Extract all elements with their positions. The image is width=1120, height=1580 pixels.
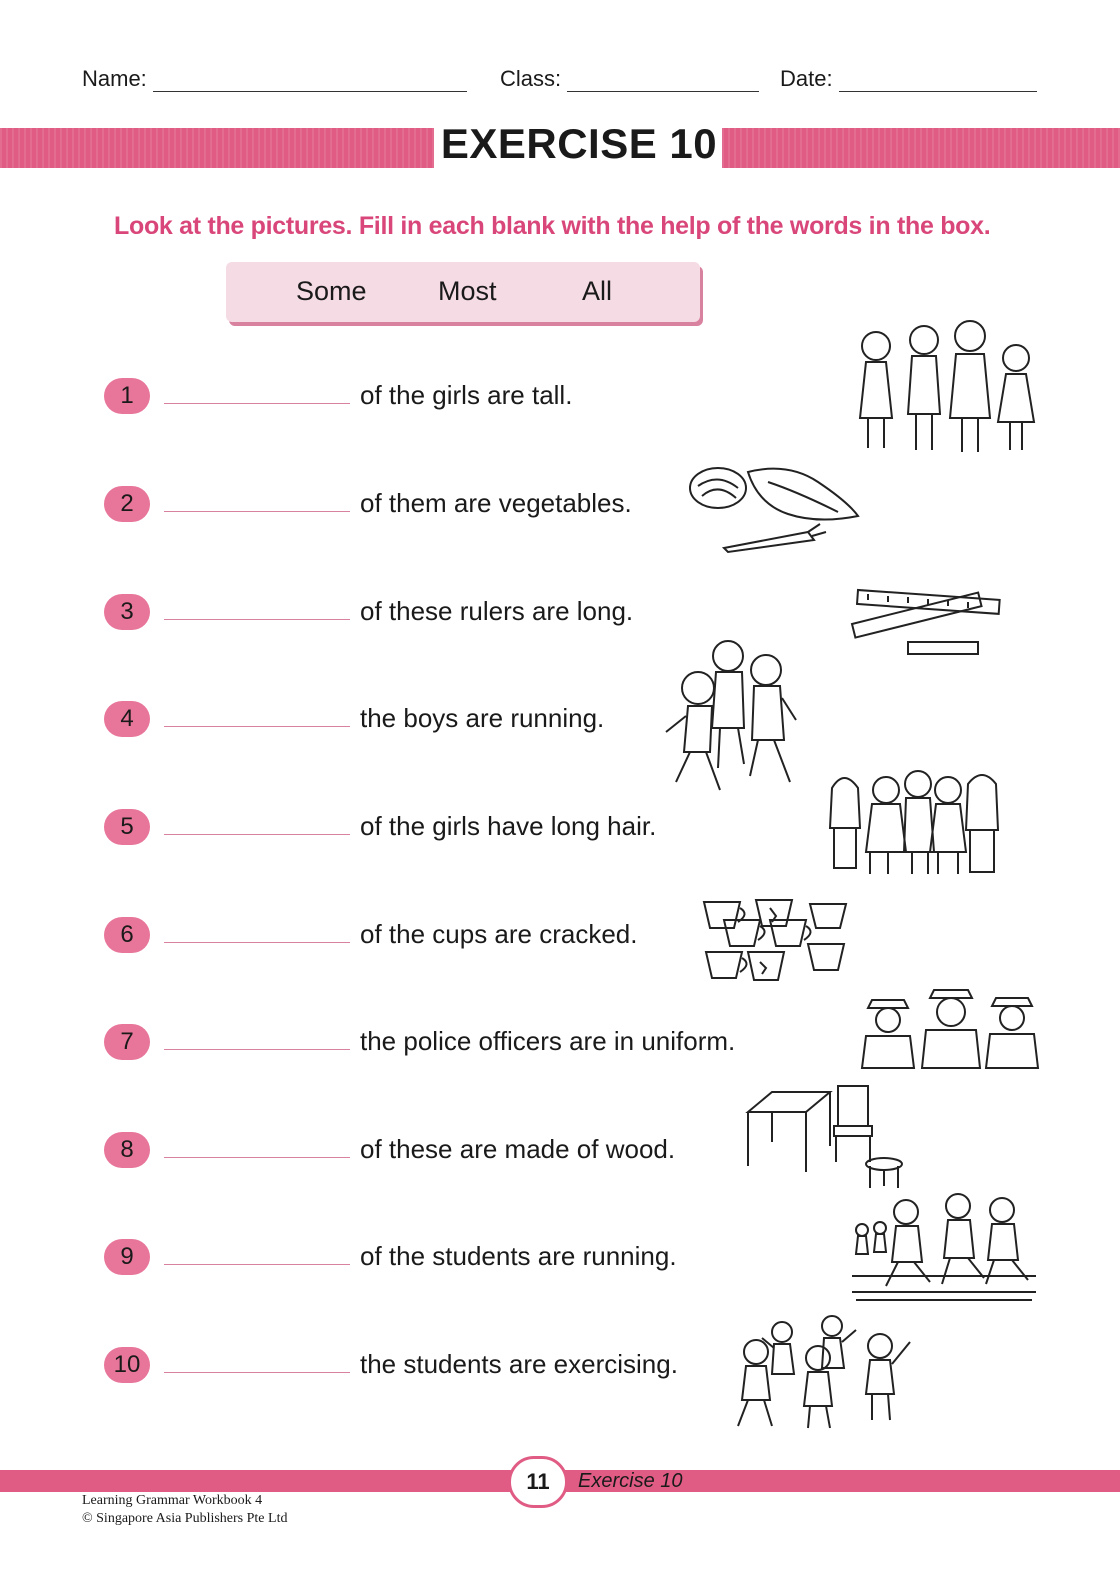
girls-group-icon bbox=[848, 318, 1044, 462]
credits bbox=[82, 1492, 287, 1528]
question-text: of the students are running. bbox=[360, 1241, 677, 1271]
answer-blank[interactable] bbox=[164, 1157, 350, 1158]
question-number: 2 bbox=[104, 486, 150, 522]
question-row bbox=[104, 594, 804, 634]
question-number: 4 bbox=[104, 701, 150, 737]
question-row bbox=[104, 1347, 804, 1387]
class-label: Class: bbox=[500, 66, 562, 91]
title-band-right bbox=[722, 128, 1120, 168]
question-row bbox=[104, 1132, 804, 1172]
question-number: 7 bbox=[104, 1024, 150, 1060]
answer-blank[interactable] bbox=[164, 403, 350, 404]
answer-blank[interactable] bbox=[164, 942, 350, 943]
police-officers-icon bbox=[858, 986, 1040, 1070]
answer-blank[interactable] bbox=[164, 619, 350, 620]
book-title: Learning Grammar Workbook 4 bbox=[82, 1493, 263, 1508]
question-text: of the cups are cracked. bbox=[360, 919, 638, 949]
question-number: 9 bbox=[104, 1239, 150, 1275]
question-number: 5 bbox=[104, 809, 150, 845]
question-number: 3 bbox=[104, 594, 150, 630]
running-boys-icon bbox=[660, 636, 800, 798]
word-all: All bbox=[582, 276, 613, 306]
class-line[interactable] bbox=[567, 71, 759, 92]
exercising-students-icon bbox=[734, 1312, 916, 1432]
furniture-icon bbox=[744, 1082, 906, 1192]
name-label: Name: bbox=[82, 66, 147, 91]
page-number: 11 bbox=[508, 1456, 568, 1508]
question-text: the boys are running. bbox=[360, 703, 605, 733]
question-text: the students are exercising. bbox=[360, 1349, 678, 1379]
date-line[interactable] bbox=[839, 71, 1037, 92]
question-row bbox=[104, 917, 804, 957]
question-row bbox=[104, 1024, 804, 1064]
running-students-icon bbox=[848, 1190, 1040, 1302]
answer-blank[interactable] bbox=[164, 726, 350, 727]
question-number: 6 bbox=[104, 917, 150, 953]
question-text: of the girls have long hair. bbox=[360, 811, 657, 841]
instruction: Look at the pictures. Fill in each blank with the help of the words in the box. bbox=[114, 212, 991, 240]
answer-blank[interactable] bbox=[164, 834, 350, 835]
word-most: Most bbox=[438, 276, 497, 306]
word-some: Some bbox=[296, 276, 367, 306]
question-text: of these rulers are long. bbox=[360, 596, 634, 626]
question-text: the police officers are in uniform. bbox=[360, 1026, 736, 1056]
question-number: 10 bbox=[104, 1347, 150, 1383]
question-row bbox=[104, 809, 804, 849]
question-number: 8 bbox=[104, 1132, 150, 1168]
long-hair-girls-icon bbox=[824, 768, 1002, 878]
question-number: 1 bbox=[104, 378, 150, 414]
title-band-left bbox=[0, 128, 434, 168]
answer-blank[interactable] bbox=[164, 1049, 350, 1050]
publisher: © Singapore Asia Publishers Pte Ltd bbox=[82, 1511, 288, 1526]
cups-icon bbox=[700, 894, 852, 988]
header bbox=[0, 66, 1120, 106]
question-text: of these are made of wood. bbox=[360, 1134, 676, 1164]
question-row bbox=[104, 1239, 804, 1279]
rulers-icon bbox=[848, 584, 1002, 662]
question-text: of the girls are tall. bbox=[360, 380, 573, 410]
answer-blank[interactable] bbox=[164, 511, 350, 512]
name-field[interactable] bbox=[82, 66, 467, 92]
question-row bbox=[104, 378, 804, 418]
date-label: Date: bbox=[780, 66, 833, 91]
answer-blank[interactable] bbox=[164, 1372, 350, 1373]
class-field[interactable] bbox=[500, 66, 759, 92]
name-line[interactable] bbox=[153, 71, 467, 92]
vegetables-icon bbox=[688, 462, 864, 554]
page-title: EXERCISE 10 bbox=[440, 120, 718, 167]
question-text: of them are vegetables. bbox=[360, 488, 632, 518]
footer-label: Exercise 10 bbox=[578, 1470, 683, 1492]
word-box bbox=[226, 262, 700, 322]
answer-blank[interactable] bbox=[164, 1264, 350, 1265]
date-field[interactable] bbox=[780, 66, 1037, 92]
